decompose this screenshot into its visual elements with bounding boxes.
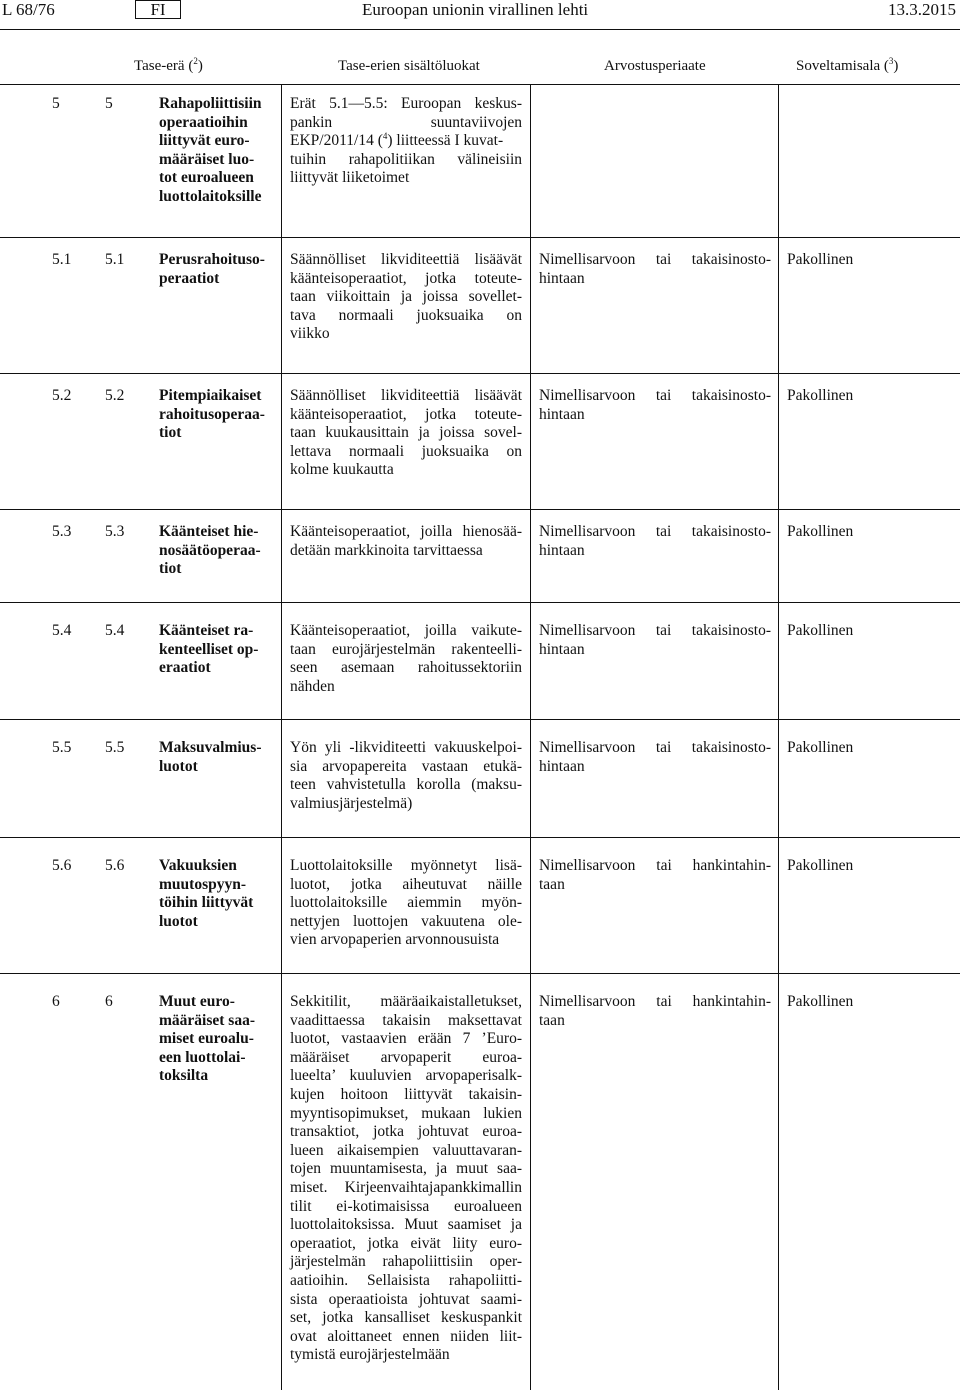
item-subnumber: 6 xyxy=(105,993,113,1010)
item-valuation: Nimellisarvoon tai takaisinosto- hintaan xyxy=(539,739,771,775)
column-divider xyxy=(530,84,531,1390)
item-scope: Pakollinen xyxy=(787,993,854,1010)
item-content: Käänteisoperaatiot, joilla hienosää- detään markkinoita tarvittaessa xyxy=(290,523,522,559)
item-valuation: Nimellisarvoon tai takaisinosto- hintaan xyxy=(539,387,771,423)
row-divider xyxy=(0,602,960,603)
item-content: Yön yli -likviditeetti vakuuskelpoi- sia arvopapereita vastaan etukä- teen vahvistetulla korolla (maksu- valmiusjärjestelmä) xyxy=(290,739,522,812)
item-content: Säännölliset likviditeettiä lisäävät käänteisoperaatiot, jotka toteute- taan kuukausittain ja joissa sovel- lettava normaali juoksuaika on kolme kuukautta xyxy=(290,387,522,479)
item-subnumber: 5.6 xyxy=(105,857,125,874)
item-name: Maksuvalmius- luotot xyxy=(159,739,262,775)
item-subnumber: 5.1 xyxy=(105,251,125,268)
item-scope: Pakollinen xyxy=(787,387,854,404)
item-scope: Pakollinen xyxy=(787,251,854,268)
item-valuation: Nimellisarvoon tai takaisinosto- hintaan xyxy=(539,523,771,559)
item-subnumber: 5.4 xyxy=(105,622,125,639)
item-scope: Pakollinen xyxy=(787,739,854,756)
row-divider xyxy=(0,719,960,720)
item-valuation: Nimellisarvoon tai hankintahin- taan xyxy=(539,857,771,893)
item-number: 5.6 xyxy=(52,857,72,874)
column-heading-item: Tase-erä ($^2$) xyxy=(134,56,203,74)
item-content: Sekkitilit, määräaikaistalletukset, vaadittaessa takaisin maksettavat luotot, vastaavien erään 7 ’Euro- määräiset arvopaperit euroa- lueelta’ kuuluvien arvopaperisalk- kujen hoitoon liittyvät takaisin- myyntisopimukset, mukaan lukien transaktiot, jotka johtuvat euroa- lueen aikaisempien valuuttavaran- tojen muuntamisesta, ja muut saa- miset. Kirjeenvaihtajapankkimallin tilit ei-kotimaisissa euroalueen luottolaitoksissa. Muut saamiset ja operaatiot, jotka eivät liity euro- järjestelmän rahapoliittisiin oper- aatioihin. Sellaisista rahapoliitti- sista operaatioista johtuvat saami- set, jotka kansalliset keskuspankit ovat aloittaneet ennen niiden liit- tymistä eurojärjestelmään xyxy=(290,993,522,1364)
item-valuation: Nimellisarvoon tai takaisinosto- hintaan xyxy=(539,622,771,658)
publication-date: 13.3.2015 xyxy=(888,0,956,19)
column-divider xyxy=(778,84,779,1390)
item-name: Käänteiset hie- nosäätöoperaa- tiot xyxy=(159,523,261,578)
item-subnumber: 5.2 xyxy=(105,387,125,404)
item-content: Säännölliset likviditeettiä lisäävät käänteisoperaatiot, jotka toteute- taan viikoittain ja joissa sovellet- tava normaali juoksuaika on viikko xyxy=(290,251,522,343)
item-number: 5.4 xyxy=(52,622,72,639)
row-divider xyxy=(0,837,960,838)
running-header xyxy=(0,0,960,22)
item-subnumber: 5.3 xyxy=(105,523,125,540)
column-heading-content: Tase-erien sisältöluokat xyxy=(338,58,480,74)
item-number: 5 xyxy=(52,95,60,112)
item-scope: Pakollinen xyxy=(787,622,854,639)
item-number: 6 xyxy=(52,993,60,1010)
item-valuation: Nimellisarvoon tai takaisinosto- hintaan xyxy=(539,251,771,287)
item-scope: Pakollinen xyxy=(787,857,854,874)
item-number: 5.5 xyxy=(52,739,72,756)
item-number: 5.3 xyxy=(52,523,72,540)
page-number: L 68/76 xyxy=(2,0,55,19)
item-name: Muut euro- määräiset saa- miset euroalu- een luottolai- toksilta xyxy=(159,993,255,1085)
table-head-rule xyxy=(0,84,960,85)
column-heading-valuation: Arvostusperiaate xyxy=(604,58,706,74)
item-name: Perusrahoituso- peraatiot xyxy=(159,251,265,287)
column-divider xyxy=(281,84,282,1390)
item-name: Pitempiaikaiset rahoitusoperaa- tiot xyxy=(159,387,265,442)
item-scope: Pakollinen xyxy=(787,523,854,540)
row-divider xyxy=(0,373,960,374)
item-number: 5.2 xyxy=(52,387,72,404)
item-subnumber: 5 xyxy=(105,95,113,112)
item-content: Luottolaitoksille myönnetyt lisä- luotot, jotka aiheutuvat näille luottolaitoksille aiemmin myön- nettyjen luottojen vakuutena ole- vien arvopaperien arvonnousuista xyxy=(290,857,522,949)
item-name: Rahapoliittisiin operaatioihin liittyvät euro- määräiset luo- tot euroalueen luottolaitoksille xyxy=(159,95,262,205)
column-heading-scope: Soveltamisala ($^3$) xyxy=(796,56,899,74)
language-box: FI xyxy=(135,0,181,19)
journal-title: Euroopan unionin virallinen lehti xyxy=(362,0,589,19)
row-divider xyxy=(0,509,960,510)
item-subnumber: 5.5 xyxy=(105,739,125,756)
item-content: Erät 5.1—5.5: Euroopan keskus- pankin suuntaviivojen EKP/2011/14 ($^4$) liitteessä I kuvat- tuihin rahapolitiikan välineisiin liittyvät liiketoimet xyxy=(290,95,522,187)
item-content: Käänteisoperaatiot, joilla vaikute- taan eurojärjestelmän rakenteelli- seen asemaan rahoitussektoriin nähden xyxy=(290,622,522,695)
row-divider xyxy=(0,237,960,238)
row-divider xyxy=(0,973,960,974)
item-valuation: Nimellisarvoon tai hankintahin- taan xyxy=(539,993,771,1029)
item-name: Vakuuksien muutospyyn- töihin liittyvät luotot xyxy=(159,857,254,930)
item-name: Käänteiset ra- kenteelliset op- eraatiot xyxy=(159,622,259,677)
header-rule xyxy=(0,29,960,30)
item-number: 5.1 xyxy=(52,251,72,268)
